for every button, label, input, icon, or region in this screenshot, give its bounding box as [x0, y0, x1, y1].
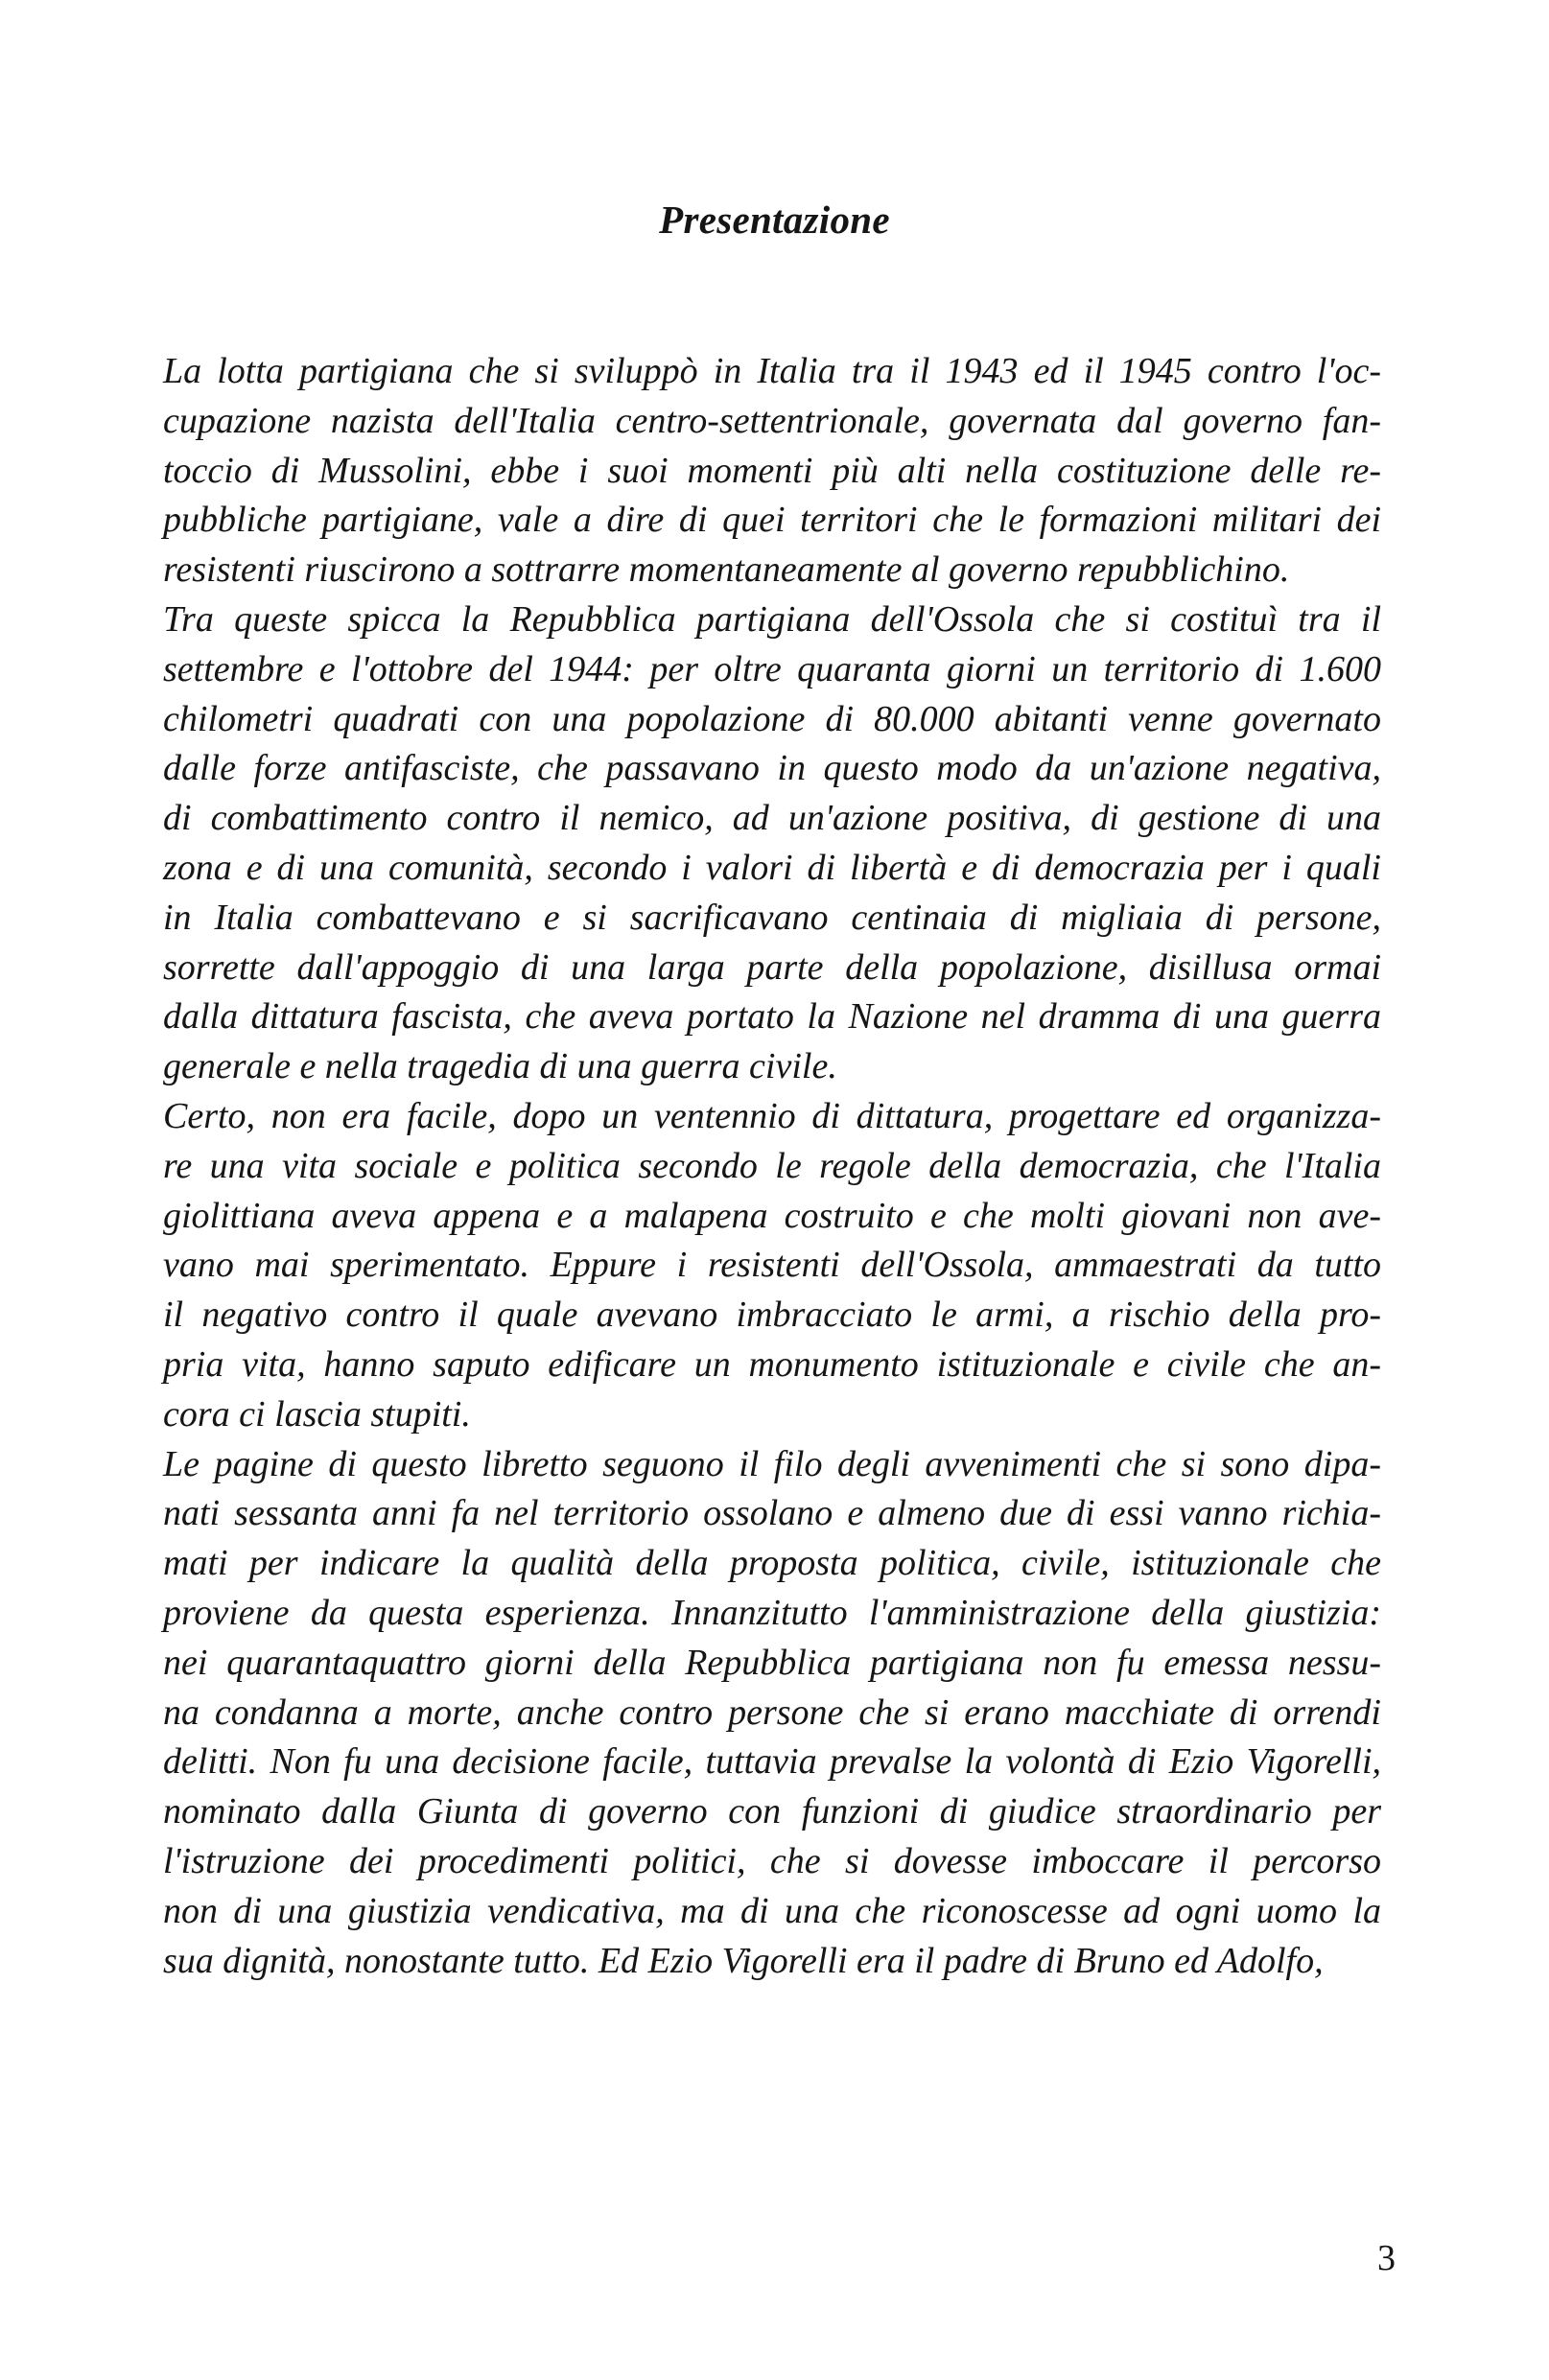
- paragraph-2-line: dalle forze antifasciste, che passavano in questo modo da un'azione negativa,: [163, 748, 1381, 789]
- paragraph-2-line: zona e di una comunità, secondo i valori di libertà e di democrazia per i quali: [163, 847, 1381, 888]
- page-title: Presentazione: [659, 198, 890, 242]
- paragraph-4-line: mati per indicare la qualità della proposta politica, civile, istituzionale che: [163, 1543, 1381, 1584]
- paragraph-3-line: re una vita sociale e politica secondo le regole della democrazia, che l'Italia: [163, 1145, 1381, 1186]
- paragraph-3-line: giolittiana aveva appena e a malapena costruito e che molti giovani non ave-: [163, 1195, 1381, 1236]
- paragraph-4-line: sua dignità, nonostante tutto. Ed Ezio Vigorelli era il padre di Bruno ed Adolfo,: [163, 1940, 1324, 1981]
- paragraph-4-line: na condanna a morte, anche contro persone che si erano macchiate di orrendi: [163, 1692, 1381, 1733]
- paragraph-2-line: in Italia combattevano e si sacrificavano centinaia di migliaia di persone,: [163, 897, 1381, 938]
- paragraph-3-line: Certo, non era facile, dopo un ventennio di dittatura, progettare ed organizza-: [163, 1095, 1381, 1136]
- paragraph-1-line: pubbliche partigiane, vale a dire di quei territori che le formazioni militari dei: [163, 500, 1381, 541]
- paragraph-2-line: chilometri quadrati con una popolazione di 80.000 abitanti venne governato: [163, 698, 1381, 739]
- paragraph-2-line: generale e nella tragedia di una guerra civile.: [163, 1046, 837, 1087]
- paragraph-2-line: di combattimento contro il nemico, ad un'azione positiva, di gestione di una: [163, 798, 1381, 839]
- paragraph-3-line: il negativo contro il quale avevano imbracciato le armi, a rischio della pro-: [163, 1295, 1381, 1336]
- paragraph-1-line: La lotta partigiana che si sviluppò in Italia tra il 1943 ed il 1945 contro l'oc-: [163, 351, 1381, 391]
- paragraph-4-line: nati sessanta anni fa nel territorio ossolano e almeno due di essi vanno richia-: [163, 1493, 1381, 1534]
- paragraph-4-line: delitti. Non fu una decisione facile, tuttavia prevalse la volontà di Ezio Vigorelli,: [163, 1741, 1381, 1783]
- paragraph-4-line: proviene da questa esperienza. Innanzitutto l'amministrazione della giustizia:: [163, 1592, 1381, 1633]
- paragraph-2-line: settembre e l'ottobre del 1944: per oltre quaranta giorni un territorio di 1.600: [163, 648, 1381, 689]
- paragraph-1-line: toccio di Mussolini, ebbe i suoi momenti più alti nella costituzione delle re-: [163, 450, 1381, 491]
- paragraph-2-line: dalla dittatura fascista, che aveva portato la Nazione nel dramma di una guerra: [163, 996, 1381, 1038]
- paragraph-1-line: cupazione nazista dell'Italia centro-settentrionale, governata dal governo fan-: [163, 400, 1381, 441]
- paragraph-3-line: cora ci lascia stupiti.: [163, 1393, 471, 1435]
- paragraph-1-line: resistenti riuscirono a sottrarre momentaneamente al governo repubblichino.: [163, 549, 1290, 591]
- paragraph-4-line: l'istruzione dei procedimenti politici, che si dovesse imboccare il percorso: [163, 1840, 1381, 1881]
- paragraph-3-line: vano mai sperimentato. Eppure i resistenti dell'Ossola, ammaestrati da tutto: [163, 1245, 1381, 1286]
- paragraph-3-line: pria vita, hanno saputo edificare un monumento istituzionale e civile che an-: [163, 1343, 1381, 1385]
- body-text: [163, 347, 1381, 1986]
- paragraph-4-line: non di una giustizia vendicativa, ma di una che riconoscesse ad ogni uomo la: [163, 1890, 1381, 1931]
- paragraph-4-line: Le pagine di questo libretto seguono il filo degli avvenimenti che si sono dipa-: [163, 1443, 1381, 1484]
- paragraph-2-line: sorrette dall'appoggio di una larga parte della popolazione, disillusa ormai: [163, 946, 1381, 988]
- paragraph-4-line: nei quarantaquattro giorni della Repubblica partigiana non fu emessa nessu-: [163, 1642, 1381, 1683]
- paragraph-2-line: Tra queste spicca la Repubblica partigiana dell'Ossola che si costituì tra il: [163, 598, 1381, 640]
- paragraph-4-line: nominato dalla Giunta di governo con funzioni di giudice straordinario per: [163, 1791, 1381, 1832]
- page-number: 3: [1377, 2238, 1396, 2278]
